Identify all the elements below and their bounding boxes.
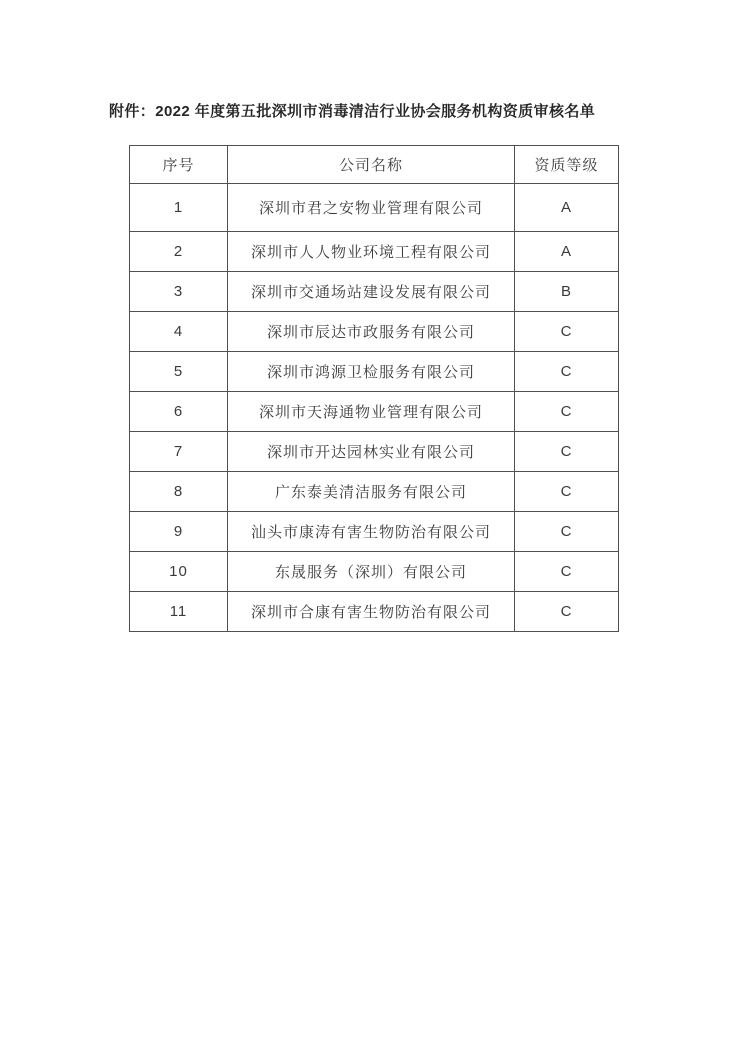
cell-company: 深圳市人人物业环境工程有限公司 [228, 232, 515, 272]
cell-grade: B [515, 272, 619, 312]
cell-company: 广东泰美清洁服务有限公司 [228, 472, 515, 512]
cell-serial: 6 [130, 392, 228, 432]
cell-grade: A [515, 184, 619, 232]
table-row [130, 392, 619, 432]
header-serial: 序号 [130, 146, 228, 184]
cell-serial: 10 [130, 552, 228, 592]
table-row [130, 272, 619, 312]
cell-grade: C [515, 432, 619, 472]
table-row [130, 592, 619, 632]
cell-serial: 2 [130, 232, 228, 272]
cell-serial: 9 [130, 512, 228, 552]
cell-grade: C [515, 592, 619, 632]
cell-company: 深圳市天海通物业管理有限公司 [228, 392, 515, 432]
cell-company: 东晟服务（深圳）有限公司 [228, 552, 515, 592]
table-row [130, 432, 619, 472]
cell-company: 深圳市交通场站建设发展有限公司 [228, 272, 515, 312]
cell-grade: C [515, 312, 619, 352]
table-row [130, 352, 619, 392]
table-row [130, 312, 619, 352]
qualification-table [129, 145, 619, 632]
cell-company: 深圳市辰达市政服务有限公司 [228, 312, 515, 352]
table-row [130, 512, 619, 552]
header-company: 公司名称 [228, 146, 515, 184]
table-row [130, 184, 619, 232]
cell-grade: C [515, 512, 619, 552]
table-row [130, 472, 619, 512]
cell-serial: 8 [130, 472, 228, 512]
cell-serial: 1 [130, 184, 228, 232]
cell-grade: A [515, 232, 619, 272]
table-row [130, 552, 619, 592]
cell-company: 深圳市开达园林实业有限公司 [228, 432, 515, 472]
cell-company: 深圳市合康有害生物防治有限公司 [228, 592, 515, 632]
cell-serial: 3 [130, 272, 228, 312]
document-title: 附件：2022 年度第五批深圳市消毒清洁行业协会服务机构资质审核名单 [109, 103, 596, 120]
cell-grade: C [515, 352, 619, 392]
table-header-row [130, 146, 619, 184]
cell-serial: 5 [130, 352, 228, 392]
cell-serial: 7 [130, 432, 228, 472]
cell-serial: 4 [130, 312, 228, 352]
header-grade: 资质等级 [515, 146, 619, 184]
cell-company: 深圳市君之安物业管理有限公司 [228, 184, 515, 232]
cell-grade: C [515, 552, 619, 592]
cell-company: 深圳市鸿源卫检服务有限公司 [228, 352, 515, 392]
cell-grade: C [515, 472, 619, 512]
cell-company: 汕头市康涛有害生物防治有限公司 [228, 512, 515, 552]
cell-serial: 11 [130, 592, 228, 632]
table-row [130, 232, 619, 272]
cell-grade: C [515, 392, 619, 432]
